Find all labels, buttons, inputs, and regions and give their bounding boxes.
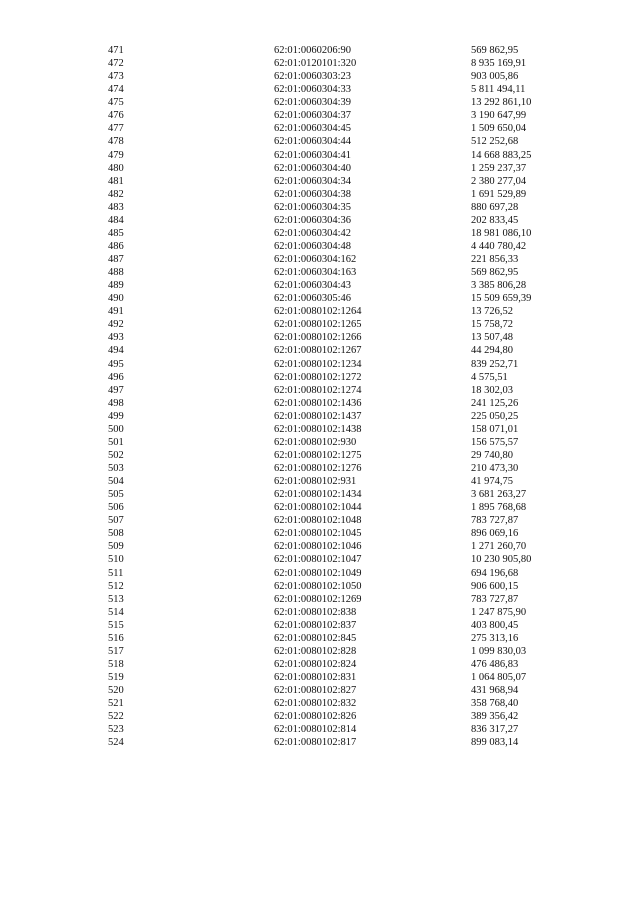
cadastral-value-cell: 18 981 086,10 <box>471 227 532 239</box>
cadastral-value-cell: 15 509 659,39 <box>471 293 532 305</box>
row-number-cell: 472 <box>108 58 124 70</box>
row-number-cell: 501 <box>108 436 124 448</box>
cadastral-number-cell: 62:01:0080102:1434 <box>274 489 362 501</box>
cadastral-number-cell: 62:01:0080102:1438 <box>274 423 362 435</box>
cadastral-value-cell: 14 668 883,25 <box>471 149 532 161</box>
cadastral-value-cell: 156 575,57 <box>471 436 519 448</box>
row-number-cell: 490 <box>108 293 124 305</box>
cadastral-number-cell: 62:01:0060206:90 <box>274 45 352 56</box>
cadastral-value-cell: 1 064 805,07 <box>471 672 527 683</box>
row-number-cell: 477 <box>108 123 124 135</box>
row-number-cell: 478 <box>108 136 124 148</box>
row-number-cell: 521 <box>108 698 124 710</box>
cadastral-number-cell: 62:01:0080102:1049 <box>274 567 362 579</box>
cadastral-number-cell: 62:01:0060304:38 <box>274 188 352 200</box>
cadastral-number-cell: 62:01:0080102:826 <box>274 711 357 723</box>
table-row <box>108 371 588 384</box>
cadastral-number-cell: 62:01:0120101:320 <box>274 58 357 70</box>
row-number-cell: 484 <box>108 214 124 226</box>
cadastral-number-cell: 62:01:0060304:163 <box>274 267 357 279</box>
cadastral-value-cell: 1 247 875,90 <box>471 606 527 618</box>
row-number-cell: 510 <box>108 554 124 566</box>
cadastral-number-cell: 62:01:0080102:827 <box>274 685 357 697</box>
table-row <box>108 201 588 214</box>
row-number-cell: 480 <box>108 162 124 174</box>
cadastral-number-cell: 62:01:0080102:1047 <box>274 554 362 566</box>
cadastral-number-cell: 62:01:0060304:39 <box>274 97 352 109</box>
cadastral-value-cell: 569 862,95 <box>471 267 519 279</box>
table-body <box>108 44 588 749</box>
table-row <box>108 149 588 162</box>
row-number-cell: 524 <box>108 737 124 749</box>
row-number-cell: 498 <box>108 397 124 409</box>
row-number-cell: 474 <box>108 84 124 96</box>
table-row <box>108 44 588 57</box>
table-row <box>108 580 588 593</box>
table-row <box>108 96 588 109</box>
table-row <box>108 227 588 240</box>
cadastral-value-cell: 3 190 647,99 <box>471 110 527 122</box>
row-number-cell: 483 <box>108 201 124 213</box>
table-row <box>108 723 588 736</box>
cadastral-value-cell: 431 968,94 <box>471 685 519 697</box>
cadastral-number-cell: 62:01:0080102:1048 <box>274 515 362 527</box>
table-row <box>108 710 588 723</box>
table-row <box>108 697 588 710</box>
table-row <box>108 436 588 449</box>
cadastral-value-cell: 225 050,25 <box>471 410 519 422</box>
row-number-cell: 500 <box>108 423 124 435</box>
cadastral-value-cell: 389 356,42 <box>471 711 519 723</box>
cadastral-value-cell: 694 196,68 <box>471 567 519 579</box>
table-row <box>108 501 588 514</box>
table-row <box>108 488 588 501</box>
table-row <box>108 475 588 488</box>
cadastral-number-cell: 62:01:0060304:44 <box>274 136 352 148</box>
cadastral-number-cell: 62:01:0060304:36 <box>274 214 352 226</box>
cadastral-number-cell: 62:01:0080102:845 <box>274 632 357 644</box>
cadastral-value-cell: 13 507,48 <box>471 332 513 344</box>
cadastral-number-cell: 62:01:0080102:1234 <box>274 358 362 370</box>
row-number-cell: 493 <box>108 332 124 344</box>
cadastral-value-cell: 1 509 650,04 <box>471 123 527 135</box>
cadastral-number-cell: 62:01:0060304:42 <box>274 227 352 239</box>
cadastral-value-cell: 903 005,86 <box>471 71 519 83</box>
table-row <box>108 632 588 645</box>
row-number-cell: 499 <box>108 410 124 422</box>
cadastral-number-cell: 62:01:0080102:1275 <box>274 449 362 461</box>
row-number-cell: 503 <box>108 463 124 474</box>
row-number-cell: 504 <box>108 476 124 488</box>
cadastral-value-cell: 906 600,15 <box>471 580 519 592</box>
row-number-cell: 512 <box>108 580 124 592</box>
cadastral-number-cell: 62:01:0080102:1272 <box>274 371 362 383</box>
cadastral-value-cell: 358 768,40 <box>471 698 519 710</box>
cadastral-number-cell: 62:01:0080102:1046 <box>274 541 362 553</box>
table-row <box>108 109 588 122</box>
cadastral-value-cell: 569 862,95 <box>471 45 519 56</box>
cadastral-value-cell: 783 727,87 <box>471 515 519 527</box>
table-row <box>108 736 588 749</box>
table-row <box>108 358 588 371</box>
row-number-cell: 497 <box>108 384 124 396</box>
row-number-cell: 518 <box>108 658 124 670</box>
cadastral-number-cell: 62:01:0080102:828 <box>274 645 357 657</box>
cadastral-value-cell: 512 252,68 <box>471 136 519 148</box>
cadastral-number-cell: 62:01:0060304:41 <box>274 149 352 161</box>
table-row <box>108 397 588 410</box>
cadastral-value-cell: 29 740,80 <box>471 449 513 461</box>
row-number-cell: 479 <box>108 149 124 161</box>
cadastral-number-cell: 62:01:0060304:34 <box>274 175 352 187</box>
cadastral-number-cell: 62:01:0060304:43 <box>274 280 352 292</box>
table-row <box>108 619 588 632</box>
cadastral-number-cell: 62:01:0080102:1264 <box>274 306 362 318</box>
cadastral-value-cell: 41 974,75 <box>471 476 513 488</box>
table-row <box>108 292 588 305</box>
row-number-cell: 505 <box>108 489 124 501</box>
cadastral-number-cell: 62:01:0060304:45 <box>274 123 352 135</box>
table-row <box>108 266 588 279</box>
table-row <box>108 331 588 344</box>
table-row <box>108 449 588 462</box>
cadastral-number-cell: 62:01:0060304:48 <box>274 240 352 252</box>
row-number-cell: 491 <box>108 306 124 318</box>
table-row <box>108 645 588 658</box>
cadastral-number-cell: 62:01:0080102:1266 <box>274 332 362 344</box>
table-row <box>108 279 588 292</box>
cadastral-number-cell: 62:01:0060304:40 <box>274 162 352 174</box>
cadastral-value-cell: 3 385 806,28 <box>471 280 527 292</box>
row-number-cell: 495 <box>108 358 124 370</box>
row-number-cell: 492 <box>108 319 124 331</box>
table-row <box>108 253 588 266</box>
cadastral-value-cell: 15 758,72 <box>471 319 513 331</box>
row-number-cell: 506 <box>108 502 124 514</box>
cadastral-value-cell: 275 313,16 <box>471 632 519 644</box>
cadastral-value-cell: 18 302,03 <box>471 384 513 396</box>
row-number-cell: 485 <box>108 227 124 239</box>
cadastral-value-cell: 202 833,45 <box>471 214 519 226</box>
row-number-cell: 507 <box>108 515 124 527</box>
row-number-cell: 509 <box>108 541 124 553</box>
table-row <box>108 214 588 227</box>
cadastral-number-cell: 62:01:0080102:1267 <box>274 345 362 357</box>
row-number-cell: 496 <box>108 371 124 383</box>
table-row <box>108 344 588 357</box>
table-row <box>108 671 588 684</box>
table-row <box>108 606 588 619</box>
table-row <box>108 593 588 606</box>
cadastral-number-cell: 62:01:0060304:162 <box>274 254 357 265</box>
cadastral-number-cell: 62:01:0080102:1265 <box>274 319 362 331</box>
cadastral-number-cell: 62:01:0080102:817 <box>274 737 357 749</box>
cadastral-value-cell: 880 697,28 <box>471 201 519 213</box>
cadastral-value-cell: 1 099 830,03 <box>471 645 527 657</box>
cadastral-number-cell: 62:01:0080102:930 <box>274 436 357 448</box>
table-row <box>108 384 588 397</box>
table-row <box>108 162 588 175</box>
cadastral-value-cell: 4 575,51 <box>471 371 508 383</box>
cadastral-number-cell: 62:01:0080102:838 <box>274 606 357 618</box>
cadastral-value-cell: 221 856,33 <box>471 254 519 265</box>
table-row <box>108 83 588 96</box>
cadastral-number-cell: 62:01:0080102:1269 <box>274 593 362 605</box>
cadastral-number-cell: 62:01:0060303:23 <box>274 71 352 83</box>
row-number-cell: 487 <box>108 254 124 265</box>
table-row <box>108 188 588 201</box>
row-number-cell: 515 <box>108 619 124 631</box>
table-row <box>108 527 588 540</box>
cadastral-number-cell: 62:01:0080102:931 <box>274 476 357 488</box>
row-number-cell: 502 <box>108 449 124 461</box>
row-number-cell: 508 <box>108 528 124 540</box>
cadastral-value-cell: 476 486,83 <box>471 658 519 670</box>
table-row <box>108 135 588 148</box>
cadastral-value-table <box>108 44 588 749</box>
row-number-cell: 471 <box>108 45 124 56</box>
cadastral-number-cell: 62:01:0080102:814 <box>274 724 357 736</box>
cadastral-value-cell: 4 440 780,42 <box>471 240 527 252</box>
row-number-cell: 475 <box>108 97 124 109</box>
cadastral-value-cell: 1 895 768,68 <box>471 502 527 514</box>
cadastral-number-cell: 62:01:0080102:831 <box>274 672 357 683</box>
cadastral-number-cell: 62:01:0080102:824 <box>274 658 357 670</box>
table-row <box>108 567 588 580</box>
table-row <box>108 57 588 70</box>
row-number-cell: 519 <box>108 672 124 683</box>
table-row <box>108 305 588 318</box>
cadastral-value-cell: 1 691 529,89 <box>471 188 527 200</box>
cadastral-number-cell: 62:01:0080102:1274 <box>274 384 362 396</box>
cadastral-number-cell: 62:01:0080102:1437 <box>274 410 362 422</box>
table-row <box>108 423 588 436</box>
row-number-cell: 482 <box>108 188 124 200</box>
row-number-cell: 516 <box>108 632 124 644</box>
cadastral-value-cell: 403 800,45 <box>471 619 519 631</box>
cadastral-number-cell: 62:01:0080102:1050 <box>274 580 362 592</box>
table-row <box>108 175 588 188</box>
cadastral-value-cell: 44 294,80 <box>471 345 513 357</box>
cadastral-number-cell: 62:01:0080102:1276 <box>274 463 362 474</box>
row-number-cell: 494 <box>108 345 124 357</box>
cadastral-number-cell: 62:01:0060304:35 <box>274 201 352 213</box>
table-row <box>108 410 588 423</box>
cadastral-value-cell: 241 125,26 <box>471 397 519 409</box>
cadastral-value-cell: 2 380 277,04 <box>471 175 527 187</box>
row-number-cell: 514 <box>108 606 124 618</box>
cadastral-value-cell: 899 083,14 <box>471 737 519 749</box>
cadastral-number-cell: 62:01:0060304:33 <box>274 84 352 96</box>
row-number-cell: 486 <box>108 240 124 252</box>
cadastral-value-cell: 210 473,30 <box>471 463 519 474</box>
row-number-cell: 517 <box>108 645 124 657</box>
table-row <box>108 240 588 253</box>
table-row <box>108 540 588 553</box>
row-number-cell: 489 <box>108 280 124 292</box>
table-row <box>108 122 588 135</box>
cadastral-number-cell: 62:01:0060305:46 <box>274 293 352 305</box>
cadastral-number-cell: 62:01:0080102:1045 <box>274 528 362 540</box>
row-number-cell: 481 <box>108 175 124 187</box>
row-number-cell: 522 <box>108 711 124 723</box>
cadastral-value-cell: 10 230 905,80 <box>471 554 532 566</box>
cadastral-number-cell: 62:01:0080102:1044 <box>274 502 362 514</box>
cadastral-value-cell: 13 292 861,10 <box>471 97 532 109</box>
cadastral-value-cell: 896 069,16 <box>471 528 519 540</box>
cadastral-value-cell: 839 252,71 <box>471 358 519 370</box>
cadastral-value-cell: 783 727,87 <box>471 593 519 605</box>
table-row <box>108 684 588 697</box>
row-number-cell: 511 <box>108 567 124 579</box>
row-number-cell: 523 <box>108 724 124 736</box>
cadastral-number-cell: 62:01:0080102:1436 <box>274 397 362 409</box>
row-number-cell: 520 <box>108 685 124 697</box>
cadastral-value-cell: 13 726,52 <box>471 306 513 318</box>
row-number-cell: 473 <box>108 71 124 83</box>
cadastral-value-cell: 3 681 263,27 <box>471 489 527 501</box>
cadastral-number-cell: 62:01:0080102:837 <box>274 619 357 631</box>
table-row <box>108 462 588 475</box>
cadastral-value-cell: 8 935 169,91 <box>471 58 527 70</box>
cadastral-number-cell: 62:01:0080102:832 <box>274 698 357 710</box>
row-number-cell: 488 <box>108 267 124 279</box>
cadastral-value-cell: 5 811 494,11 <box>471 84 526 96</box>
table-row <box>108 514 588 527</box>
row-number-cell: 476 <box>108 110 124 122</box>
row-number-cell: 513 <box>108 593 124 605</box>
table-row <box>108 318 588 331</box>
table-row <box>108 70 588 83</box>
cadastral-value-cell: 1 259 237,37 <box>471 162 527 174</box>
table-row <box>108 658 588 671</box>
cadastral-number-cell: 62:01:0060304:37 <box>274 110 352 122</box>
cadastral-value-cell: 836 317,27 <box>471 724 519 736</box>
table-row <box>108 553 588 566</box>
cadastral-value-cell: 1 271 260,70 <box>471 541 527 553</box>
cadastral-value-cell: 158 071,01 <box>471 423 519 435</box>
